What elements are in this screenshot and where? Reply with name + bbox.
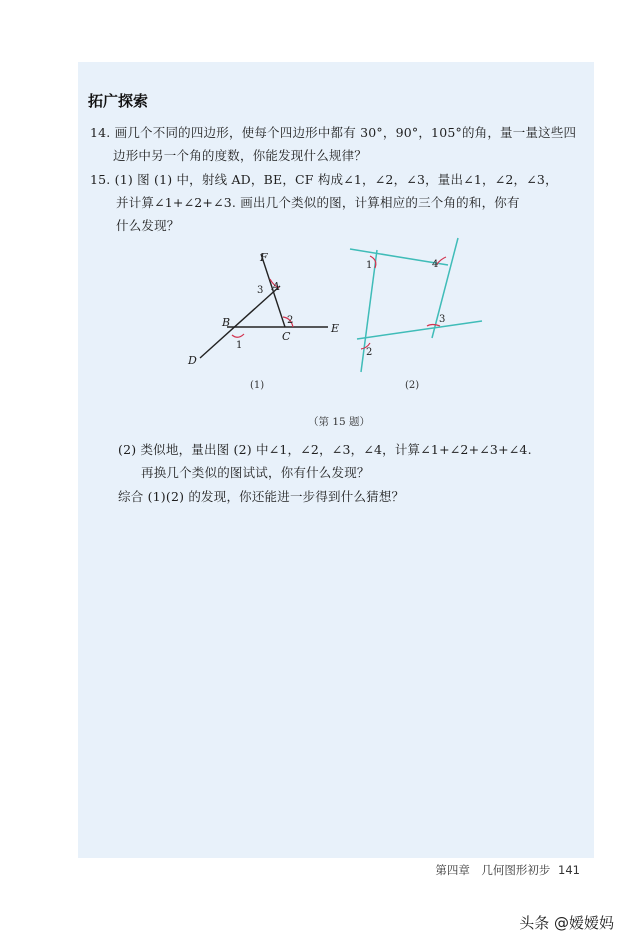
angle-3-label: 3: [439, 314, 446, 325]
problem-15-part-2-line-1: (2) 类似地，量出图 (2) 中∠1，∠2，∠3，∠4，计算∠1+∠2+∠3+∠4.: [118, 442, 532, 457]
angle-1-mark: [232, 334, 244, 337]
figure-2: [340, 232, 490, 377]
point-a-label: A: [272, 280, 280, 293]
problem-15-summary: 综合 (1)(2) 的发现，你还能进一步得到什么猜想？: [118, 489, 405, 504]
watermark: 头条 @嫒嫒妈: [519, 914, 614, 932]
point-e-label: E: [331, 322, 340, 335]
point-d-label: D: [188, 354, 197, 367]
angle-4-label: 4: [432, 259, 439, 270]
section-title: 拓广探索: [88, 92, 149, 110]
angle-1-label: 1: [366, 260, 373, 271]
problem-14-line-2: 边形中另一个角的度数，你能发现什么规律？: [113, 148, 368, 163]
angle-2-label: 2: [366, 347, 373, 358]
angle-2-label: 2: [287, 315, 294, 326]
figure-2-label: (2): [405, 380, 420, 391]
figure-1-label: (1): [250, 380, 265, 391]
angle-1-label: 1: [236, 340, 243, 351]
problem-15-line-1: 15. (1) 图 (1) 中，射线 AD，BE，CF 构成∠1，∠2，∠3，量出∠1，∠2，∠3，: [90, 172, 558, 187]
line-bottom: [357, 321, 482, 339]
figure-caption: （第 15 题）: [308, 416, 371, 428]
problem-14-line-1: 14. 画几个不同的四边形，使每个四边形中都有 30°，90°，105°的角，量一量这些四: [90, 125, 577, 140]
angle-3-label: 3: [257, 285, 264, 296]
page-footer: [435, 862, 580, 878]
point-b-label: B: [222, 316, 231, 329]
point-f-label: F: [260, 251, 268, 264]
page-number: 141: [558, 863, 580, 877]
point-c-label: C: [282, 330, 291, 343]
problem-15-line-3: 什么发现？: [116, 218, 180, 233]
chapter-title: 第四章 几何图形初步: [435, 863, 551, 877]
figure-1: [180, 245, 350, 375]
problem-15-part-2-line-2: 再换几个类似的图试试，你有什么发现？: [141, 465, 370, 480]
problem-15-line-2: 并计算∠1+∠2+∠3. 画出几个类似的图，计算相应的三个角的和，你有: [116, 195, 520, 210]
